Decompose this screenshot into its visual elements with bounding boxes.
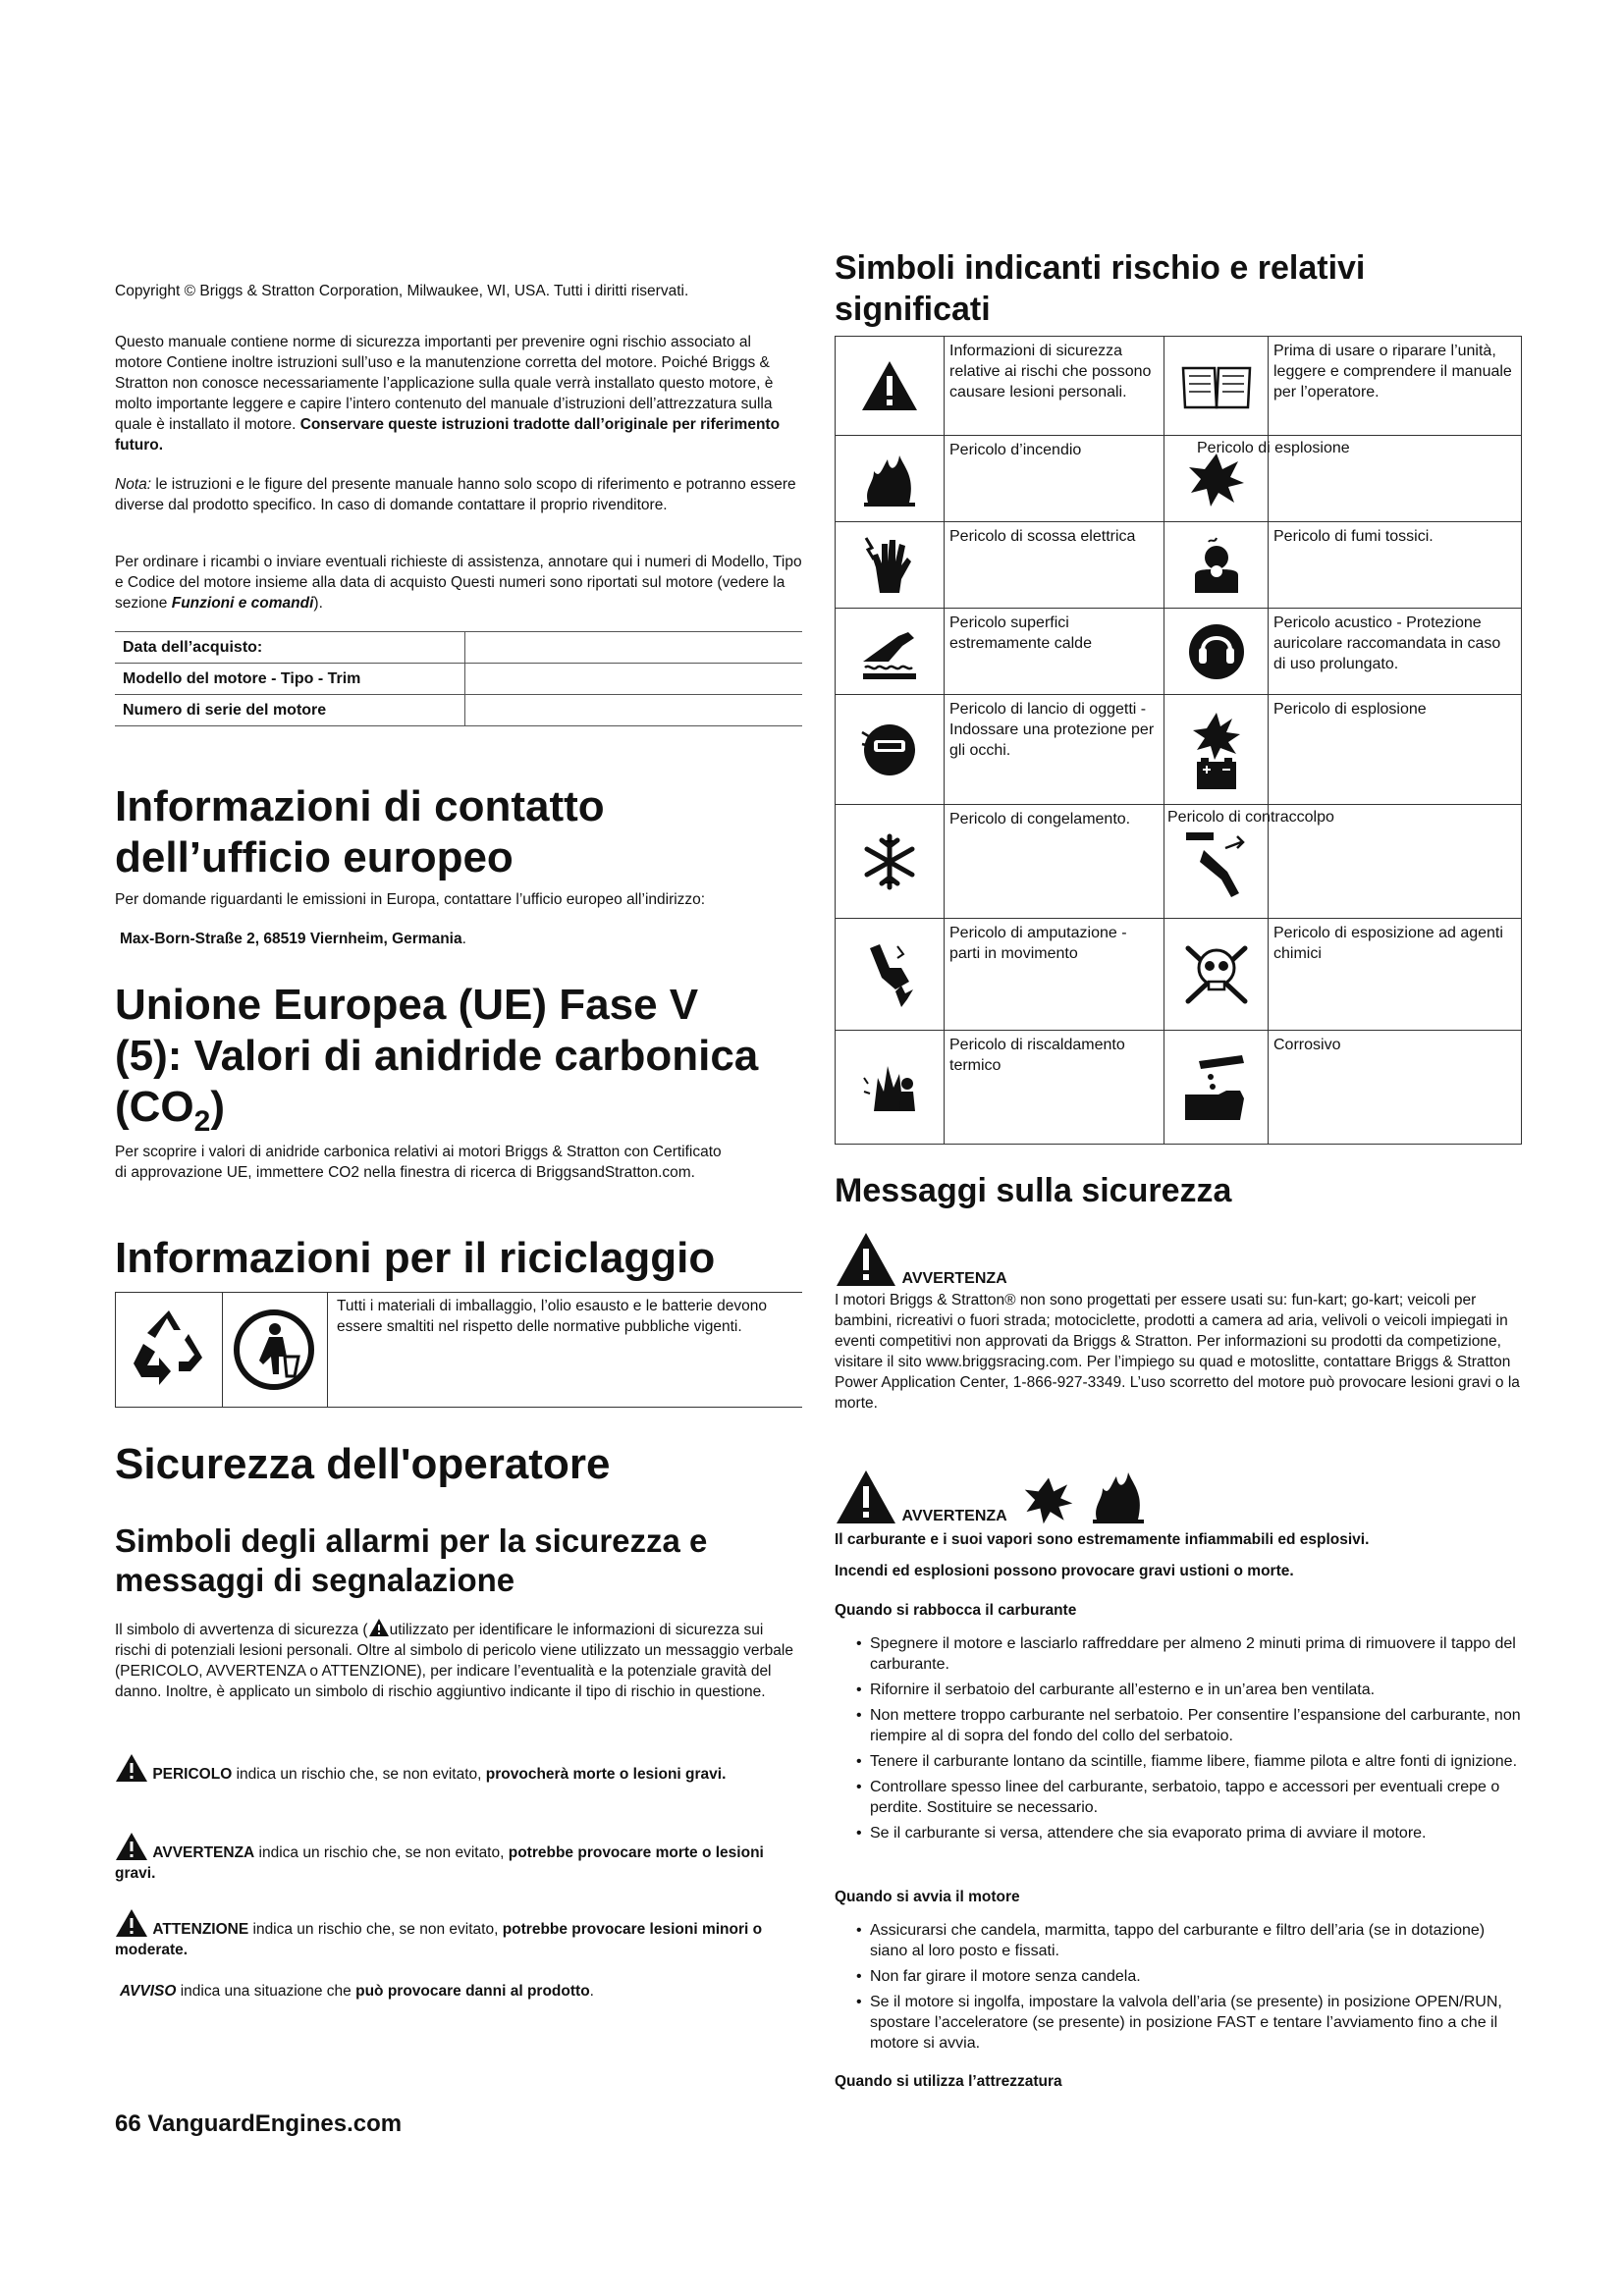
alert-icon <box>835 1468 897 1525</box>
page-footer: 66 VanguardEngines.com <box>115 2110 403 2137</box>
alarm-title: Simboli degli allarmi per la sicurezza e messaggi di segnalazione <box>115 1522 708 1598</box>
alert-icon <box>115 1753 148 1783</box>
start-list <box>835 1920 1522 2058</box>
messages-title: Messaggi sulla sicurezza <box>835 1172 1232 1209</box>
contact-title: Informazioni di contatto dell’ufficio europeo <box>115 782 605 881</box>
notice-definition: AVVISO indica una situazione che può provocare danni al prodotto. <box>120 1983 594 2000</box>
corrosive-icon <box>1179 1051 1254 1124</box>
list-item: • Non far girare il motore senza candela. <box>835 1966 1522 1987</box>
order-link[interactable]: Funzioni e comandi <box>171 595 314 612</box>
explosion-icon <box>1187 450 1246 508</box>
info-label: Numero di serie del motore <box>115 695 465 726</box>
alert-icon <box>115 1832 148 1861</box>
alert-icon <box>860 359 919 412</box>
table-row: Informazioni di sicurezza relative ai rischi che possono causare lesioni personali. Prima di usare o riparare l’unità, leggere e comprendere il manuale per l’operatore. <box>836 337 1521 435</box>
table-row: Pericolo superfici estremamente calde Pericolo acustico - Protezione auricolare raccomandata in caso di uso prolungato. <box>836 608 1521 694</box>
explosion-icon <box>1021 1474 1076 1525</box>
thermal-heating-icon <box>860 1058 919 1117</box>
table-row: Pericolo d’incendio Pericolo di esplosione <box>836 435 1521 521</box>
recycle-box <box>115 1292 802 1408</box>
eu-title: Unione Europea (UE) Fase V (5): Valori di anidride carbonica $(CO_2)$ <box>115 981 759 1138</box>
hearing-protection-icon <box>1187 620 1246 683</box>
symbol-label: Pericolo di contraccolpo <box>1167 809 1334 826</box>
list-item: • Spegnere il motore e lasciarlo raffreddare per almeno 2 minuti prima di rimuovere il tappo del carburante. <box>835 1633 1522 1675</box>
alert-icon <box>368 1618 390 1637</box>
fire-icon <box>860 450 919 508</box>
manual-book-icon <box>1179 360 1254 411</box>
alert-icon <box>835 1231 897 1288</box>
kickback-icon <box>1182 823 1251 901</box>
info-value[interactable] <box>465 664 803 695</box>
alarm-paragraph: Il simbolo di avvertenza di sicurezza ( utilizzato per identificare le informazioni di sicurezza sui rischi di potenziali lesioni personali. Oltre al simbolo di pericolo viene utilizzato un messaggio verbale (PERICOLO, AVVERTENZA o ATTENZIONE), per indicare l’eventualità e la potenziale gravità del danno. Inoltre, è applicato un simbolo di rischio aggiuntivo indicante il tipo di rischio in questione. <box>115 1618 802 1702</box>
battery-explosion-icon <box>1185 709 1248 791</box>
eu-text: Per scoprire i valori di anidride carbonica relativi ai motori Briggs & Stratton con Certificato di approvazione UE, immettere CO2 nella finestra di ricerca di BriggsandStratton.com. <box>115 1144 722 1181</box>
recycle-title: Informazioni per il riciclaggio <box>115 1234 716 1282</box>
danger-definition: PERICOLO indica un rischio che, se non evitato, provocherà morte o lesioni gravi. <box>115 1753 802 1785</box>
table-row: Pericolo di congelamento. Pericolo di contraccolpo <box>836 804 1521 918</box>
info-value[interactable] <box>465 632 803 664</box>
list-item: • Se il carburante si versa, attendere che sia evaporato prima di avviare il motore. <box>835 1823 1522 1843</box>
recycle-text: Tutti i materiali di imballaggio, l’olio esausto e le batterie devono essere smaltiti nel rispetto delle normative pubbliche vigenti. <box>337 1298 767 1335</box>
hot-surface-icon <box>859 622 920 681</box>
table-row <box>115 695 802 726</box>
table-row: Pericolo di amputazione - parti in movimento Pericolo di esposizione ad agenti chimici <box>836 918 1521 1030</box>
table-row <box>115 664 802 695</box>
contact-address: Max-Born-Straße 2, 68519 Viernheim, Germania. <box>120 931 466 947</box>
equipment-title: Quando si utilizza l’attrezzatura <box>835 2073 1062 2090</box>
contact-text: Per domande riguardanti le emissioni in Europa, contattare l’ufficio europeo all’indirizzo: <box>115 891 706 908</box>
table-row: Pericolo di riscaldamento termico Corrosivo <box>836 1030 1521 1144</box>
copyright: Copyright © Briggs & Stratton Corporation, Milwaukee, WI, USA. Tutti i diritti riservati. <box>115 283 689 299</box>
tidyman-icon <box>221 1293 328 1407</box>
symbols-table <box>835 336 1522 1145</box>
list-item: • Controllare spesso linee del carburante, serbatoio, tappo e accessori per eventuali crepe o perdite. Sostituire se necessario. <box>835 1777 1522 1818</box>
symbols-title: Simboli indicanti rischio e relativi significati <box>835 249 1366 328</box>
refuel-title: Quando si rabbocca il carburante <box>835 1602 1077 1619</box>
list-item: • Assicurarsi che candela, marmitta, tappo del carburante e filtro dell’aria (se in dotazione) siano al loro posto e fissati. <box>835 1920 1522 1961</box>
recycle-icon <box>115 1293 223 1407</box>
warning-line-1: Il carburante e i suoi vapori sono estremamente infiammabili ed esplosivi. <box>835 1531 1370 1548</box>
symbol-label: Pericolo di esplosione <box>1197 440 1350 456</box>
warning-line-2: Incendi ed esplosioni possono provocare gravi ustioni o morte. <box>835 1563 1294 1579</box>
warning-block-1: AVVERTENZA I motori Briggs & Stratton® non sono progettati per essere usati su: fun-kart; go-kart; veicoli per bambini, ricreativi o fuori strada; motociclette, prodotti a camera ad aria, velivoli o veicoli impiegati in eventi competitivi non approvati da Briggs & Stratton. Per informazioni su prodotti da competizione, visitare il sito www.briggsracing.com. Per l’impiego su quad e motoslitte, contattare Briggs & Stratton Power Application Center, 1-866-927-3349. L’uso scorretto del motore può provocare lesioni gravi o la morte. <box>835 1231 1522 1414</box>
fire-icon <box>1087 1467 1150 1525</box>
list-item: • Tenere il carburante lontano da scintille, fiamme libere, fiamme pilota e altre fonti di ignizione. <box>835 1751 1522 1772</box>
warning-block-2: AVVERTENZA <box>835 1467 1522 1525</box>
order-paragraph: Per ordinare i ricambi o inviare eventuali richieste di assistenza, annotare qui i numeri di Modello, Tipo e Codice del motore insieme alla data di acquisto Questi numeri sono riportati sul motore (vedere la sezione Funzioni e comandi). <box>115 554 802 612</box>
list-item: • Se il motore si ingolfa, impostare la valvola dell’aria (se presente) in posizione OPEN/RUN, spostare l’acceleratore (se presente) in posizione FAST e tentare l’avviamento fino a che il motore si avvia. <box>835 1992 1522 2054</box>
eye-protection-icon <box>860 719 919 781</box>
amputation-icon <box>862 938 917 1011</box>
refuel-list <box>835 1633 1522 1848</box>
warning-definition: AVVERTENZA indica un rischio che, se non evitato, potrebbe provocare morte o lesioni gravi. <box>115 1832 802 1884</box>
list-item: • Non mettere troppo carburante nel serbatoio. Per consentire l’espansione del carburante, non riempire al di sopra del fondo del collo del serbatoio. <box>835 1705 1522 1746</box>
toxic-fumes-icon <box>1187 536 1246 595</box>
info-label: Modello del motore - Tipo - Trim <box>115 664 465 695</box>
table-row: Pericolo di scossa elettrica Pericolo di fumi tossici. <box>836 521 1521 608</box>
table-row: Pericolo di lancio di oggetti - Indossare una protezione per gli occhi. Pericolo di esplosione <box>836 694 1521 804</box>
intro-paragraph: Questo manuale contiene norme di sicurezza importanti per prevenire ogni rischio associato al motore Contiene inoltre istruzioni sull’uso e la manutenzione corretta del motore. Poiché Briggs & Stratton non conosce necessariamente l’applicazione sulla quale verrà installato questo motore, è molto importante leggere e capire l’intero contenuto del manuale d’istruzioni dell’attrezzatura sulla quale è installato il motore. Conservare queste istruzioni tradotte dall’originale per riferimento futuro. <box>115 334 781 454</box>
table-row <box>115 632 802 664</box>
info-value[interactable] <box>465 695 803 726</box>
alert-icon <box>115 1908 148 1938</box>
electric-shock-icon <box>860 534 919 597</box>
safety-title: Sicurezza dell'operatore <box>115 1440 611 1488</box>
caution-definition: ATTENZIONE indica un rischio che, se non evitato, potrebbe provocare lesioni minori o moderate. <box>115 1908 802 1960</box>
warning-text: I motori Briggs & Stratton® non sono progettati per essere usati su: fun-kart; go-kart; veicoli per bambini, ricreativi o fuori strada; motociclette, prodotti a camera ad aria, velivoli o veicoli impiegati in eventi competitivi non approvati da Briggs & Stratton. Per informazioni su prodotti da competizione, visitare il sito www.briggsracing.com. Per l’impiego su quad e motoslitte, contattare Briggs & Stratton Power Application Center, 1-866-927-3349. L’uso scorretto del motore può provocare lesioni gravi o la morte. <box>835 1292 1520 1412</box>
info-label: Data dell’acquisto: <box>115 632 465 664</box>
note-paragraph: Nota: le istruzioni e le figure del presente manuale hanno solo scopo di riferimento e potranno essere diverse dal prodotto specifico. In caso di domande contattare il proprio rivenditore. <box>115 476 796 513</box>
list-item: • Rifornire il serbatoio del carburante all’esterno e in un’area ben ventilata. <box>835 1680 1522 1700</box>
start-title: Quando si avvia il motore <box>835 1889 1020 1905</box>
snowflake-icon <box>860 832 919 891</box>
skull-crossbones-icon <box>1178 940 1255 1009</box>
info-table <box>115 631 802 726</box>
